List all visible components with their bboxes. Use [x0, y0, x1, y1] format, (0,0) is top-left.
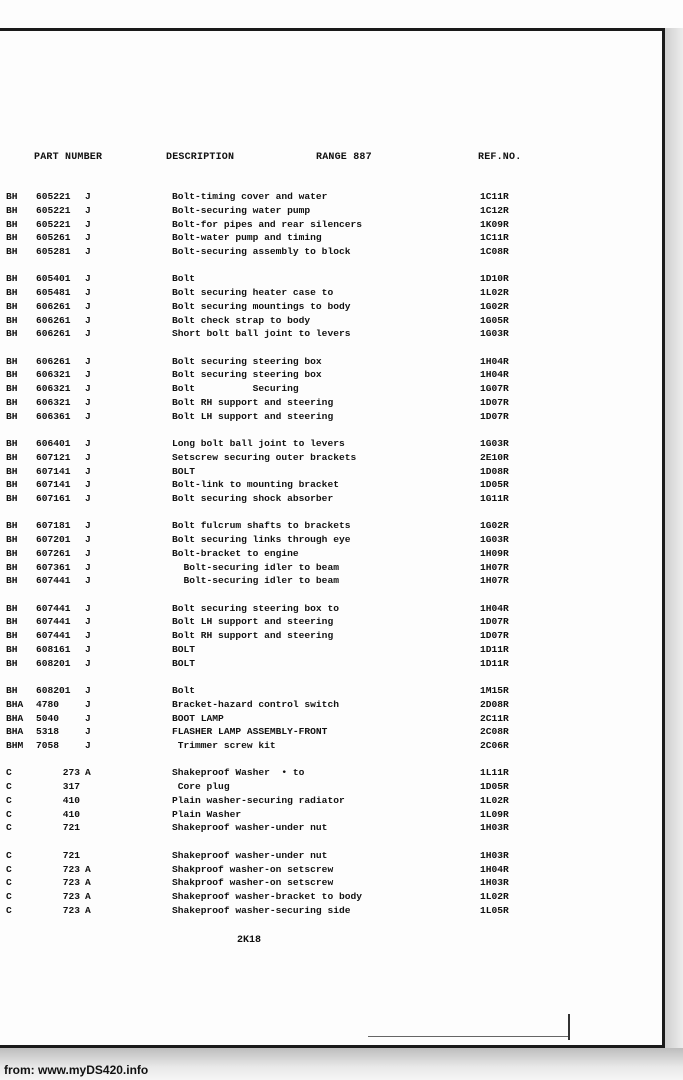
part-suffix: J	[85, 300, 91, 312]
part-number: 608161	[36, 643, 71, 655]
part-prefix: C	[6, 891, 12, 902]
part-description: Plain washer-securing radiator	[172, 794, 345, 806]
part-description: FLASHER LAMP ASSEMBLY-FRONT	[172, 726, 328, 738]
part-description: Core plug	[172, 781, 230, 793]
part-ref: 1G05R	[480, 314, 509, 326]
part-description: Bolt fulcrum shafts to brackets	[172, 520, 351, 532]
part-number: 721	[62, 849, 80, 861]
table-row	[0, 561, 662, 575]
part-ref: 1H07R	[480, 561, 509, 573]
table-row	[0, 533, 662, 547]
part-suffix: J	[85, 314, 91, 326]
part-ref: 1L02R	[480, 891, 509, 902]
part-suffix: J	[85, 740, 91, 752]
part-description: Shakeproof Washer • to	[172, 767, 305, 779]
part-prefix: BHM	[6, 740, 24, 752]
part-number: 723	[62, 904, 80, 916]
part-number: 606261	[36, 300, 71, 312]
part-prefix: BH	[6, 685, 18, 697]
part-suffix: J	[85, 204, 91, 216]
part-suffix: J	[85, 479, 91, 491]
part-description: Bolt RH support and steering	[172, 396, 334, 408]
part-number: 605221	[36, 191, 71, 202]
part-number: 723	[62, 863, 80, 875]
table-row	[0, 437, 662, 451]
part-number: 5040	[36, 712, 60, 724]
part-prefix: BH	[6, 493, 18, 505]
part-prefix: BHA	[6, 712, 24, 724]
part-number: 607361	[36, 561, 71, 573]
table-row	[0, 272, 662, 286]
part-prefix: BH	[6, 643, 18, 655]
part-ref: 2C08R	[480, 726, 509, 738]
part-number: 607181	[36, 520, 71, 532]
part-ref: 1D05R	[480, 479, 509, 491]
part-ref: 1H03R	[480, 849, 509, 861]
part-description: Shakeproof washer-under nut	[172, 849, 328, 861]
part-suffix: J	[85, 547, 91, 559]
part-ref: 2E10R	[480, 451, 509, 463]
part-suffix: J	[85, 685, 91, 697]
part-prefix: BH	[6, 451, 18, 463]
part-description: Trimmer screw kit	[172, 740, 276, 752]
part-suffix: J	[85, 438, 91, 450]
part-description: BOLT	[172, 643, 196, 655]
part-prefix: BH	[6, 520, 18, 532]
table-row	[0, 725, 662, 739]
part-suffix: A	[85, 877, 91, 889]
table-row	[0, 890, 662, 904]
part-suffix: A	[85, 904, 91, 916]
part-suffix: J	[85, 355, 91, 367]
part-prefix: BH	[6, 410, 18, 422]
scan-shadow-right	[665, 28, 683, 1080]
part-ref: 1L11R	[480, 767, 509, 779]
table-row	[0, 808, 662, 822]
page-border-top	[0, 28, 664, 31]
part-description: Shakeproof washer-under nut	[172, 822, 328, 834]
part-number: 607161	[36, 493, 71, 505]
table-row	[0, 204, 662, 218]
part-prefix: BH	[6, 630, 18, 642]
part-description: Bolt-securing assembly to block	[172, 246, 351, 257]
part-ref: 1D08R	[480, 465, 509, 477]
table-row	[0, 863, 662, 877]
table-row	[0, 519, 662, 533]
part-description: BOLT	[172, 657, 196, 669]
part-prefix: BH	[6, 465, 18, 477]
table-row	[0, 355, 662, 369]
part-prefix: BH	[6, 383, 18, 395]
part-number: 410	[62, 808, 80, 820]
part-ref: 1G03R	[480, 328, 509, 340]
part-ref: 1D11R	[480, 657, 509, 669]
part-ref: 1D05R	[480, 781, 509, 793]
part-prefix: C	[6, 781, 12, 793]
part-prefix: BH	[6, 602, 18, 614]
part-number: 607441	[36, 630, 71, 642]
part-prefix: C	[6, 808, 12, 820]
part-suffix: J	[85, 383, 91, 395]
part-description: Bolt securing steering box	[172, 369, 322, 381]
part-description: Bolt securing steering box	[172, 355, 322, 367]
part-description: Bolt-securing idler to beam	[172, 561, 339, 573]
table-row	[0, 190, 662, 204]
part-suffix: J	[85, 246, 91, 257]
part-prefix: BH	[6, 246, 18, 257]
part-ref: 1C11R	[480, 232, 509, 244]
part-description: Bolt securing steering box to	[172, 602, 339, 614]
table-row	[0, 574, 662, 588]
part-suffix: J	[85, 630, 91, 642]
part-suffix: J	[85, 369, 91, 381]
part-suffix: J	[85, 396, 91, 408]
table-row	[0, 327, 662, 341]
part-prefix: BH	[6, 314, 18, 326]
part-description: Bolt-securing idler to beam	[172, 575, 339, 587]
part-description: Bolt LH support and steering	[172, 410, 334, 422]
table-row	[0, 615, 662, 629]
table-row	[0, 286, 662, 300]
part-ref: 1L05R	[480, 904, 509, 916]
table-row	[0, 396, 662, 410]
part-suffix: J	[85, 232, 91, 244]
part-suffix: J	[85, 465, 91, 477]
source-footer: from: www.myDS420.info	[4, 1063, 149, 1077]
part-description: Setscrew securing outer brackets	[172, 451, 357, 463]
part-suffix: J	[85, 520, 91, 532]
part-prefix: C	[6, 794, 12, 806]
part-ref: 1C11R	[480, 191, 509, 202]
part-description: Bolt securing heater case to	[172, 287, 334, 299]
part-ref: 1C12R	[480, 204, 509, 216]
part-ref: 2C11R	[480, 712, 509, 724]
table-row	[0, 698, 662, 712]
part-suffix: J	[85, 698, 91, 710]
part-prefix: BH	[6, 547, 18, 559]
part-ref: 1H04R	[480, 355, 509, 367]
parts-list	[0, 190, 662, 918]
part-number: 606401	[36, 438, 71, 450]
part-suffix: J	[85, 410, 91, 422]
part-description: Bolt RH support and steering	[172, 630, 334, 642]
part-description: Bolt LH support and steering	[172, 616, 334, 628]
part-description: Bracket-hazard control switch	[172, 698, 339, 710]
table-row	[0, 218, 662, 232]
part-prefix: BH	[6, 616, 18, 628]
part-ref: 1D07R	[480, 396, 509, 408]
part-prefix: C	[6, 877, 12, 889]
part-ref: 1H09R	[480, 547, 509, 559]
table-row	[0, 821, 662, 835]
part-ref: 1G02R	[480, 520, 509, 532]
part-description: Bolt	[172, 685, 196, 697]
part-ref: 1H07R	[480, 575, 509, 587]
table-row	[0, 876, 662, 890]
table-row	[0, 657, 662, 671]
part-suffix: A	[85, 891, 91, 902]
part-prefix: BH	[6, 328, 18, 340]
part-suffix: J	[85, 493, 91, 505]
part-number: 606361	[36, 410, 71, 422]
part-number: 607201	[36, 534, 71, 546]
part-number: 605481	[36, 287, 71, 299]
part-prefix: BH	[6, 218, 18, 230]
part-suffix: J	[85, 273, 91, 285]
page-number: 2K18	[237, 935, 262, 946]
table-row	[0, 451, 662, 465]
part-prefix: BHA	[6, 726, 24, 738]
part-description: Long bolt ball joint to levers	[172, 438, 345, 450]
part-description: Short bolt ball joint to levers	[172, 328, 351, 340]
part-ref: 1K09R	[480, 218, 509, 230]
part-ref: 1D07R	[480, 410, 509, 422]
table-row	[0, 465, 662, 479]
part-prefix: BH	[6, 438, 18, 450]
part-suffix: J	[85, 575, 91, 587]
part-number: 317	[62, 781, 80, 793]
table-row	[0, 849, 662, 863]
part-prefix: BH	[6, 369, 18, 381]
part-prefix: C	[6, 863, 12, 875]
table-row	[0, 780, 662, 794]
part-suffix: J	[85, 602, 91, 614]
part-ref: 1D10R	[480, 273, 509, 285]
part-number: 606321	[36, 396, 71, 408]
table-row	[0, 492, 662, 506]
part-ref: 1G07R	[480, 383, 509, 395]
part-description: Bolt-bracket to engine	[172, 547, 299, 559]
part-number: 608201	[36, 657, 71, 669]
table-row	[0, 766, 662, 780]
part-ref: 1H04R	[480, 602, 509, 614]
part-prefix: BH	[6, 657, 18, 669]
part-number: 608201	[36, 685, 71, 697]
part-description: Shakeproof washer-securing side	[172, 904, 351, 916]
part-ref: 1G03R	[480, 534, 509, 546]
part-ref: 1L02R	[480, 794, 509, 806]
part-ref: 1D07R	[480, 616, 509, 628]
part-ref: 1D11R	[480, 643, 509, 655]
part-number: 273	[62, 767, 80, 779]
part-number: 607121	[36, 451, 71, 463]
part-suffix: J	[85, 726, 91, 738]
table-row	[0, 314, 662, 328]
part-suffix: A	[85, 767, 91, 779]
table-row	[0, 794, 662, 808]
part-number: 607441	[36, 602, 71, 614]
part-suffix: J	[85, 616, 91, 628]
part-prefix: BH	[6, 287, 18, 299]
part-suffix: J	[85, 328, 91, 340]
part-suffix: A	[85, 863, 91, 875]
part-prefix: BH	[6, 561, 18, 573]
part-number: 4780	[36, 698, 60, 710]
part-prefix: BH	[6, 273, 18, 285]
part-number: 606321	[36, 383, 71, 395]
part-suffix: J	[85, 534, 91, 546]
table-row	[0, 478, 662, 492]
part-suffix: J	[85, 287, 91, 299]
part-ref: 1C08R	[480, 246, 509, 257]
table-row	[0, 629, 662, 643]
part-prefix: BH	[6, 232, 18, 244]
part-description: Shakproof washer-on setscrew	[172, 877, 334, 889]
part-description: Bolt-link to mounting bracket	[172, 479, 339, 491]
part-number: 606321	[36, 369, 71, 381]
table-row	[0, 410, 662, 424]
part-ref: 1G11R	[480, 493, 509, 505]
part-suffix: J	[85, 451, 91, 463]
part-number: 607141	[36, 479, 71, 491]
part-number: 723	[62, 891, 80, 902]
part-ref: 2D08R	[480, 698, 509, 710]
part-ref: 1L09R	[480, 808, 509, 820]
part-ref: 2C06R	[480, 740, 509, 752]
table-row	[0, 684, 662, 698]
part-prefix: C	[6, 849, 12, 861]
part-prefix: BH	[6, 191, 18, 202]
part-number: 606261	[36, 314, 71, 326]
part-number: 607441	[36, 616, 71, 628]
part-number: 606261	[36, 328, 71, 340]
scan-mark-line	[368, 1036, 568, 1037]
part-description: Plain Washer	[172, 808, 242, 820]
part-ref: 1M15R	[480, 685, 509, 697]
part-description: BOLT	[172, 465, 196, 477]
header-description: DESCRIPTION	[166, 152, 235, 163]
part-number: 605221	[36, 204, 71, 216]
part-description: BOOT LAMP	[172, 712, 224, 724]
part-number: 605221	[36, 218, 71, 230]
part-prefix: BH	[6, 204, 18, 216]
part-ref: 1H04R	[480, 863, 509, 875]
part-prefix: C	[6, 767, 12, 779]
part-prefix: BH	[6, 479, 18, 491]
part-description: Bolt	[172, 273, 196, 285]
table-row	[0, 712, 662, 726]
part-ref: 1H03R	[480, 877, 509, 889]
part-number: 605281	[36, 246, 71, 257]
part-ref: 1H04R	[480, 369, 509, 381]
part-suffix: J	[85, 657, 91, 669]
part-description: Bolt-water pump and timing	[172, 232, 322, 244]
table-row	[0, 382, 662, 396]
part-prefix: BH	[6, 534, 18, 546]
part-description: Bolt Securing	[172, 383, 299, 395]
part-description: Bolt-for pipes and rear silencers	[172, 218, 362, 230]
table-row	[0, 368, 662, 382]
part-description: Shakproof washer-on setscrew	[172, 863, 334, 875]
table-row	[0, 245, 662, 259]
part-suffix: J	[85, 191, 91, 202]
table-row	[0, 602, 662, 616]
part-ref: 1D07R	[480, 630, 509, 642]
part-number: 606261	[36, 355, 71, 367]
part-suffix: J	[85, 643, 91, 655]
part-prefix: C	[6, 822, 12, 834]
part-description: Bolt securing shock absorber	[172, 493, 334, 505]
part-suffix: J	[85, 218, 91, 230]
part-description: Bolt check strap to body	[172, 314, 311, 326]
part-description: Bolt securing mountings to body	[172, 300, 351, 312]
part-number: 723	[62, 877, 80, 889]
part-description: Bolt-timing cover and water	[172, 191, 328, 202]
table-row	[0, 300, 662, 314]
header-part-number: PART NUMBER	[34, 152, 103, 163]
part-number: 607441	[36, 575, 71, 587]
part-prefix: BH	[6, 396, 18, 408]
part-number: 5318	[36, 726, 60, 738]
part-ref: 1L02R	[480, 287, 509, 299]
part-suffix: J	[85, 561, 91, 573]
part-suffix: J	[85, 712, 91, 724]
table-row	[0, 231, 662, 245]
part-ref: 1G03R	[480, 438, 509, 450]
header-ref-no: REF.NO.	[478, 152, 522, 163]
part-number: 721	[62, 822, 80, 834]
header-range: RANGE 887	[316, 152, 372, 163]
part-number: 605401	[36, 273, 71, 285]
part-ref: 1G02R	[480, 300, 509, 312]
part-number: 605261	[36, 232, 71, 244]
part-number: 607261	[36, 547, 71, 559]
part-description: Bolt-securing water pump	[172, 204, 311, 216]
table-row	[0, 643, 662, 657]
part-prefix: BH	[6, 575, 18, 587]
table-row	[0, 547, 662, 561]
part-description: Bolt securing links through eye	[172, 534, 351, 546]
part-number: 410	[62, 794, 80, 806]
part-prefix: BH	[6, 300, 18, 312]
part-number: 7058	[36, 740, 60, 752]
part-ref: 1H03R	[480, 822, 509, 834]
table-row	[0, 739, 662, 753]
part-prefix: BHA	[6, 698, 24, 710]
table-row	[0, 904, 662, 918]
part-prefix: C	[6, 904, 12, 916]
part-description: Shakeproof washer-bracket to body	[172, 891, 362, 902]
part-prefix: BH	[6, 355, 18, 367]
part-number: 607141	[36, 465, 71, 477]
